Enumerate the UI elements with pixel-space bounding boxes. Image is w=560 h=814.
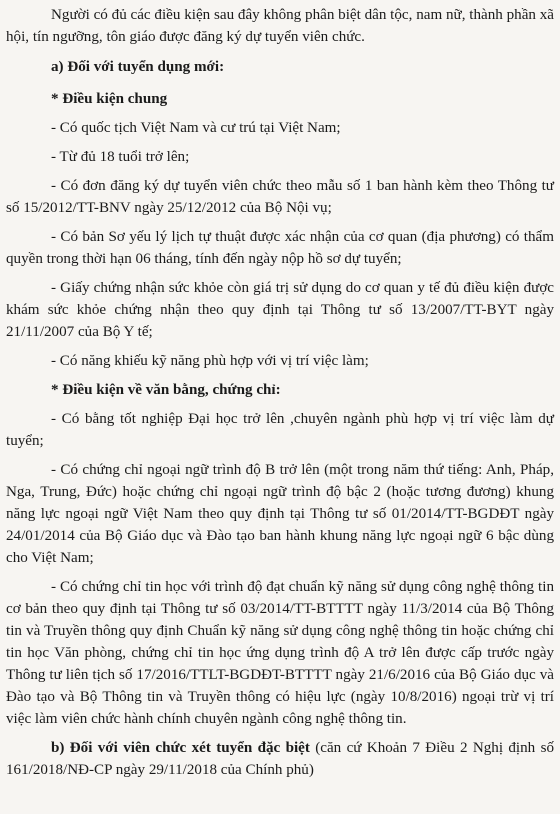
general-item-aptitude: - Có năng khiếu kỹ năng phù hợp với vị trí việc làm; xyxy=(51,353,369,369)
intro-paragraph: Người có đủ các điều kiện sau đây không phân biệt dân tộc, nam nữ, thành phần xã hội, tín ngưỡng, tôn giáo được đăng ký dự tuyển viên chức. xyxy=(6,7,554,45)
general-item-health: - Giấy chứng nhận sức khỏe còn giá trị sử dụng do cơ quan y tế đủ điều kiện được khám sức khỏe chứng nhận theo quy định tại Thông tư số 13/2007/TT-BYT ngày 21/11/2007 của Bộ Y tế; xyxy=(6,280,554,340)
section-b-text: (căn cứ Khoản 7 Điều 2 Nghị định số 161/2018/NĐ-CP ngày 29/11/2018 của Chính phủ) xyxy=(6,740,554,778)
degree-item-university: - Có bằng tốt nghiệp Đại học trở lên ,chuyên ngành phù hợp vị trí việc làm dự tuyển; xyxy=(6,411,554,449)
general-item-nationality: - Có quốc tịch Việt Nam và cư trú tại Việt Nam; xyxy=(51,120,341,136)
general-conditions-heading: * Điều kiện chung xyxy=(51,91,168,107)
general-item-age: - Từ đủ 18 tuổi trở lên; xyxy=(51,149,190,165)
degree-item-it: - Có chứng chỉ tin học với trình độ đạt chuẩn kỹ năng sử dụng công nghệ thông tin cơ bản theo quy định tại Thông tư số 03/2014/TT-BTTTT ngày 11/3/2014 của Bộ Thông tin và Truyền thông quy định Chuẩn kỹ năng sử dụng công nghệ thông tin hoặc chứng chỉ tin học Văn phòng, chứng chỉ tin học ứng dụng trình độ A trở lên được cấp trước ngày Thông tư liên tịch số 17/2016/TTLT-BGDĐT-BTTTT ngày 21/6/2016 của Bộ Giáo dục và Đào tạo và Bộ Thông tin và Truyền thông có hiệu lực (ngày 10/8/2016) ngoại trừ vị trí việc làm viên chức hành chính chuyên ngành công nghệ thông tin. xyxy=(6,579,554,727)
general-item-application: - Có đơn đăng ký dự tuyển viên chức theo mẫu số 1 ban hành kèm theo Thông tư số 15/2012/TT-BNV ngày 25/12/2012 của Bộ Nội vụ; xyxy=(6,178,554,216)
section-b-heading: b) Đối với viên chức xét tuyển đặc biệt xyxy=(51,740,310,756)
section-b-paragraph xyxy=(6,737,554,781)
general-item-cv: - Có bản Sơ yếu lý lịch tự thuật được xác nhận của cơ quan (địa phương) có thẩm quyền trong thời hạn 06 tháng, tính đến ngày nộp hồ sơ dự tuyển; xyxy=(6,229,554,267)
degree-item-language: - Có chứng chỉ ngoại ngữ trình độ B trở lên (một trong năm thứ tiếng: Anh, Pháp, Nga, Trung, Đức) hoặc chứng chỉ ngoại ngữ trình độ bậc 2 (hoặc tương đương) khung năng lực ngoại ngữ Việt Nam theo quy định tại Thông tư số 01/2014/TT-BGDĐT ngày 24/01/2014 của Bộ Giáo dục và Đào tạo ban hành khung năng lực ngoại ngữ 6 bậc dùng cho Việt Nam; xyxy=(6,462,554,566)
section-a-heading: a) Đối với tuyển dụng mới: xyxy=(51,59,225,75)
degree-conditions-heading: * Điều kiện về văn bằng, chứng chỉ: xyxy=(51,382,281,398)
